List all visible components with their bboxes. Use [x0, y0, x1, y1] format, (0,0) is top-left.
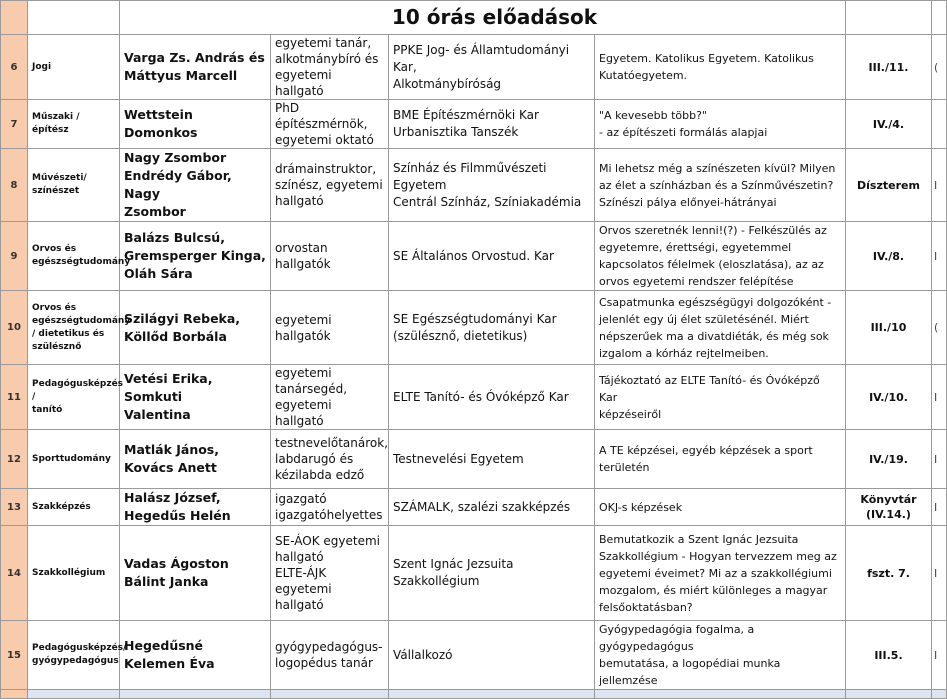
table-row: [1, 489, 947, 526]
overflow-cell[interactable]: I: [932, 526, 947, 621]
empty-cell[interactable]: [1, 690, 28, 699]
presenters-cell[interactable]: Halász József, Hegedűs Helén: [120, 489, 271, 526]
presenters-cell[interactable]: Vetési Erika, Somkuti Valentina: [120, 365, 271, 430]
table-row: [1, 35, 947, 100]
row-number[interactable]: 10: [1, 291, 28, 365]
role-cell[interactable]: drámainstruktor, színész, egyetemi hallgató: [271, 149, 389, 222]
presenters-cell[interactable]: Nagy Zsombor Endrédy Gábor, Nagy Zsombor: [120, 149, 271, 222]
sheet-title[interactable]: 10 órás előadások: [120, 1, 846, 35]
table-row: [1, 365, 947, 430]
institution-cell[interactable]: Színház és Filmművészeti Egyetem Centrál Színház, Színiakadémia: [389, 149, 595, 222]
room-cell[interactable]: IV./8.: [846, 222, 932, 291]
role-cell[interactable]: orvostan hallgatók: [271, 222, 389, 291]
room-cell[interactable]: Könyvtár (IV.14.): [846, 489, 932, 526]
institution-cell[interactable]: SE Egészségtudományi Kar (szülésznő, dietetikus): [389, 291, 595, 365]
role-cell[interactable]: gyógypedagógus- logopédus tanár: [271, 621, 389, 690]
overflow-cell[interactable]: [932, 100, 947, 149]
overflow-cell[interactable]: I: [932, 430, 947, 489]
category-cell[interactable]: Szakkollégium: [28, 526, 120, 621]
description-cell[interactable]: Orvos szeretnék lenni!(?) - Felkészülés az egyetemre, érettségi, egyetemmel kapcsolatos félelmek (eloszlatása), az az orvos egyetemi rendszer felépítése: [595, 222, 846, 291]
description-cell[interactable]: Egyetem. Katolikus Egyetem. Katolikus Kutatóegyetem.: [595, 35, 846, 100]
role-cell[interactable]: PhD építészmérnök, egyetemi oktató: [271, 100, 389, 149]
presenters-cell[interactable]: Balázs Bulcsú, Gremsperger Kinga, Oláh Sára: [120, 222, 271, 291]
category-cell[interactable]: Pedagógusképzés / tanító: [28, 365, 120, 430]
title-blank-cell[interactable]: [846, 1, 932, 35]
row-number[interactable]: 13: [1, 489, 28, 526]
empty-cell[interactable]: [595, 690, 846, 699]
title-blank-cell[interactable]: [28, 1, 120, 35]
title-blank-cell[interactable]: [932, 1, 947, 35]
empty-cell[interactable]: [846, 690, 932, 699]
overflow-cell[interactable]: (: [932, 291, 947, 365]
institution-cell[interactable]: ELTE Tanító- és Óvóképző Kar: [389, 365, 595, 430]
empty-cell[interactable]: [28, 690, 120, 699]
row-number[interactable]: 8: [1, 149, 28, 222]
room-cell[interactable]: fszt. 7.: [846, 526, 932, 621]
institution-cell[interactable]: Vállalkozó: [389, 621, 595, 690]
description-cell[interactable]: Gyógypedagógia fogalma, a gyógypedagógus bemutatása, a logopédiai munka jellemzése: [595, 621, 846, 690]
description-cell[interactable]: A TE képzései, egyéb képzések a sport területén: [595, 430, 846, 489]
presenters-cell[interactable]: Szilágyi Rebeka, Köllőd Borbála: [120, 291, 271, 365]
description-cell[interactable]: Mi lehetsz még a színészeten kívül? Milyen az élet a színházban és a Színművészetin? Színészi pálya előnyei-hátrányai: [595, 149, 846, 222]
row-number[interactable]: 9: [1, 222, 28, 291]
partial-next-row: [1, 690, 947, 699]
overflow-cell[interactable]: I: [932, 365, 947, 430]
overflow-cell[interactable]: I: [932, 621, 947, 690]
row-number[interactable]: 15: [1, 621, 28, 690]
description-cell[interactable]: Bemutatkozik a Szent Ignác Jezsuita Szakkollégium - Hogyan tervezzem meg az egyetemi éveimet? Mi az a szakkollégiumi mozgalom, és miért különleges a magyar felsőoktatásban?: [595, 526, 846, 621]
row-number-header[interactable]: [1, 1, 28, 35]
empty-cell[interactable]: [389, 690, 595, 699]
category-cell[interactable]: Jogi: [28, 35, 120, 100]
room-cell[interactable]: III.5.: [846, 621, 932, 690]
institution-cell[interactable]: SE Általános Orvostud. Kar: [389, 222, 595, 291]
room-cell[interactable]: IV./10.: [846, 365, 932, 430]
role-cell[interactable]: SE-ÁOK egyetemi hallgató ELTE-ÁJK egyetemi hallgató: [271, 526, 389, 621]
empty-cell[interactable]: [271, 690, 389, 699]
row-number[interactable]: 14: [1, 526, 28, 621]
presenters-cell[interactable]: Hegedűsné Kelemen Éva: [120, 621, 271, 690]
overflow-cell[interactable]: (: [932, 35, 947, 100]
category-cell[interactable]: Orvos és egészségtudomány: [28, 222, 120, 291]
table-row: [1, 149, 947, 222]
category-cell[interactable]: Szakképzés: [28, 489, 120, 526]
institution-cell[interactable]: BME Építészmérnöki Kar Urbanisztika Tanszék: [389, 100, 595, 149]
table-row: [1, 291, 947, 365]
category-cell[interactable]: Műszaki / építész: [28, 100, 120, 149]
overflow-cell[interactable]: I: [932, 489, 947, 526]
presenters-cell[interactable]: Matlák János, Kovács Anett: [120, 430, 271, 489]
title-row: [1, 1, 947, 35]
table-row: [1, 526, 947, 621]
category-cell[interactable]: Orvos és egészségtudomány / dietetikus és szülésznő: [28, 291, 120, 365]
row-number[interactable]: 12: [1, 430, 28, 489]
category-cell[interactable]: Pedagógusképzés/ gyógypedagógus: [28, 621, 120, 690]
overflow-cell[interactable]: I: [932, 222, 947, 291]
description-cell[interactable]: "A kevesebb több?" - az építészeti formálás alapjai: [595, 100, 846, 149]
institution-cell[interactable]: Testnevelési Egyetem: [389, 430, 595, 489]
row-number[interactable]: 6: [1, 35, 28, 100]
row-number[interactable]: 11: [1, 365, 28, 430]
description-cell[interactable]: OKJ-s képzések: [595, 489, 846, 526]
table-row: [1, 430, 947, 489]
room-cell[interactable]: IV./19.: [846, 430, 932, 489]
room-cell[interactable]: III./11.: [846, 35, 932, 100]
table-row: [1, 100, 947, 149]
description-cell[interactable]: Tájékoztató az ELTE Tanító- és Óvóképző Kar képzéseiről: [595, 365, 846, 430]
table-row: [1, 222, 947, 291]
category-cell[interactable]: Sporttudomány: [28, 430, 120, 489]
role-cell[interactable]: igazgató igazgatóhelyettes: [271, 489, 389, 526]
role-cell[interactable]: egyetemi hallgatók: [271, 291, 389, 365]
role-cell[interactable]: egyetemi tanár, alkotmánybíró és egyetemi hallgató: [271, 35, 389, 100]
row-number[interactable]: 7: [1, 100, 28, 149]
presenters-cell[interactable]: Vadas Ágoston Bálint Janka: [120, 526, 271, 621]
room-cell[interactable]: III./10: [846, 291, 932, 365]
institution-cell[interactable]: PPKE Jog- és Államtudományi Kar, Alkotmánybíróság: [389, 35, 595, 100]
role-cell[interactable]: testnevelőtanárok, labdarugó és kézilabda edző: [271, 430, 389, 489]
institution-cell[interactable]: Szent Ignác Jezsuita Szakkollégium: [389, 526, 595, 621]
institution-cell[interactable]: SZÁMALK, szalézi szakképzés: [389, 489, 595, 526]
role-cell[interactable]: egyetemi tanársegéd, egyetemi hallgató: [271, 365, 389, 430]
room-cell[interactable]: IV./4.: [846, 100, 932, 149]
room-cell[interactable]: Díszterem: [846, 149, 932, 222]
presenters-cell[interactable]: Wettstein Domonkos: [120, 100, 271, 149]
overflow-cell[interactable]: I: [932, 149, 947, 222]
table-row: [1, 621, 947, 690]
empty-cell[interactable]: [120, 690, 271, 699]
empty-cell[interactable]: [932, 690, 947, 699]
category-cell[interactable]: Művészeti/ színészet: [28, 149, 120, 222]
presenters-cell[interactable]: Varga Zs. András és Máttyus Marcell: [120, 35, 271, 100]
description-cell[interactable]: Csapatmunka egészségügyi dolgozóként - jelenlét egy új élet születésénél. Miért népszerűek ma a divatdiéták, és még sok izgalom a kórház rejtelmeiben.: [595, 291, 846, 365]
